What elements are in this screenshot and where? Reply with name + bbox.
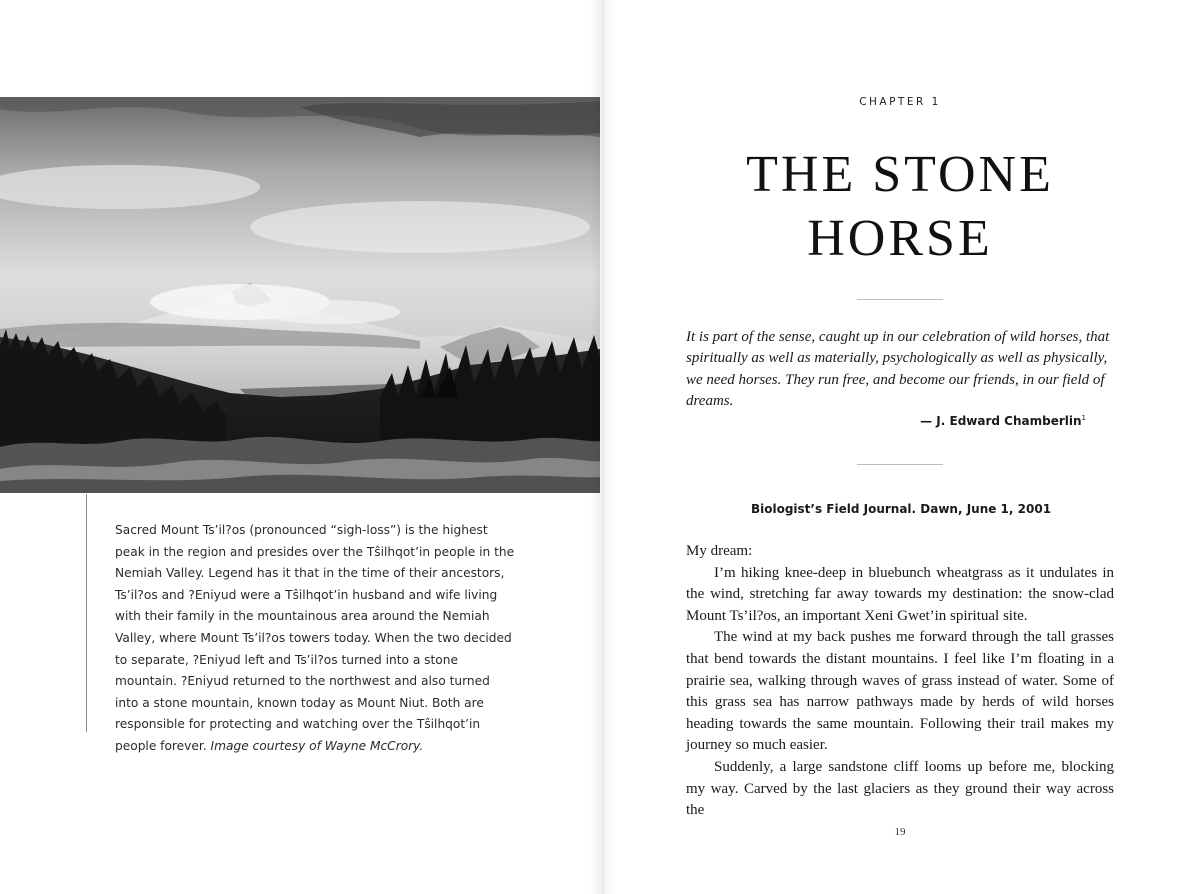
page-number: 19 — [894, 826, 906, 838]
body-text — [686, 541, 1114, 822]
chapter-title-line-1: THE STONE — [746, 146, 1054, 203]
divider-rule-top — [857, 299, 943, 300]
body-paragraph: I’m hiking knee-deep in bluebunch wheatgrass as it undulates in the wind, stretching far away towards my destination: the snow-clad Mount Ts’il?os, an important Xeni Gwet’in spiritual site. — [686, 564, 1114, 624]
body-paragraph: Suddenly, a large sandstone cliff looms up before me, blocking my way. Carved by the last glaciers as they ground their way across the — [686, 758, 1114, 819]
chapter-label: CHAPTER 1 — [859, 96, 941, 108]
epigraph-quote: It is part of the sense, caught up in our celebration of wild horses, that spiritually as well as materially, psychologically as well as physically, we need horses. They run free, and become our friends, in our field of dreams. — [686, 329, 1110, 410]
mountain-landscape-photo — [0, 97, 600, 493]
chapter-title — [600, 143, 1200, 271]
caption-text: Sacred Mount Ts’il?os (pronounced “sigh-loss”) is the highest peak in the region and presides over the Tŝilhqot’in people in the Nemiah Valley. Legend has it that in the time of their ancestors, Ts’il?os and ?Eniyud were a Tŝilhqot’in husband and wife living with their family in the mountainous area around the Nemiah Valley, where Mount Ts’il?os towers today. When the two decided to separate, ?Eniyud left and Ts’il?os turned into a stone mountain. ?Eniyud returned to the northwest and also turned into a stone mountain, known today as Mount Niut. Both are responsible for protecting and watching over the Tŝilhqot’in people forever. — [115, 523, 515, 753]
body-paragraph: The wind at my back pushes me forward through the tall grasses that bend towards the distant mountains. I feel like I’m floating in a prairie sea, walking through waves of grass instead of water. Some of this grass sea has narrow pathways made by herds of wild horses heading towards the same mountain. Following their trail makes my journey so much easier. — [686, 629, 1114, 754]
chapter-title-line-2: HORSE — [807, 210, 993, 267]
divider-rule-bottom — [857, 464, 943, 465]
book-gutter — [590, 0, 616, 894]
epigraph-attribution — [686, 414, 1086, 428]
caption-rule — [86, 494, 87, 732]
footnote-mark: 1 — [1081, 414, 1086, 422]
epigraph-author: — J. Edward Chamberlin — [920, 414, 1082, 428]
body-paragraph: My dream: — [686, 543, 753, 559]
photo-credit: Image courtesy of Wayne McCrory. — [210, 738, 424, 753]
photo-caption — [115, 520, 515, 758]
journal-heading: Biologist’s Field Journal. Dawn, June 1, 2001 — [750, 502, 1052, 516]
